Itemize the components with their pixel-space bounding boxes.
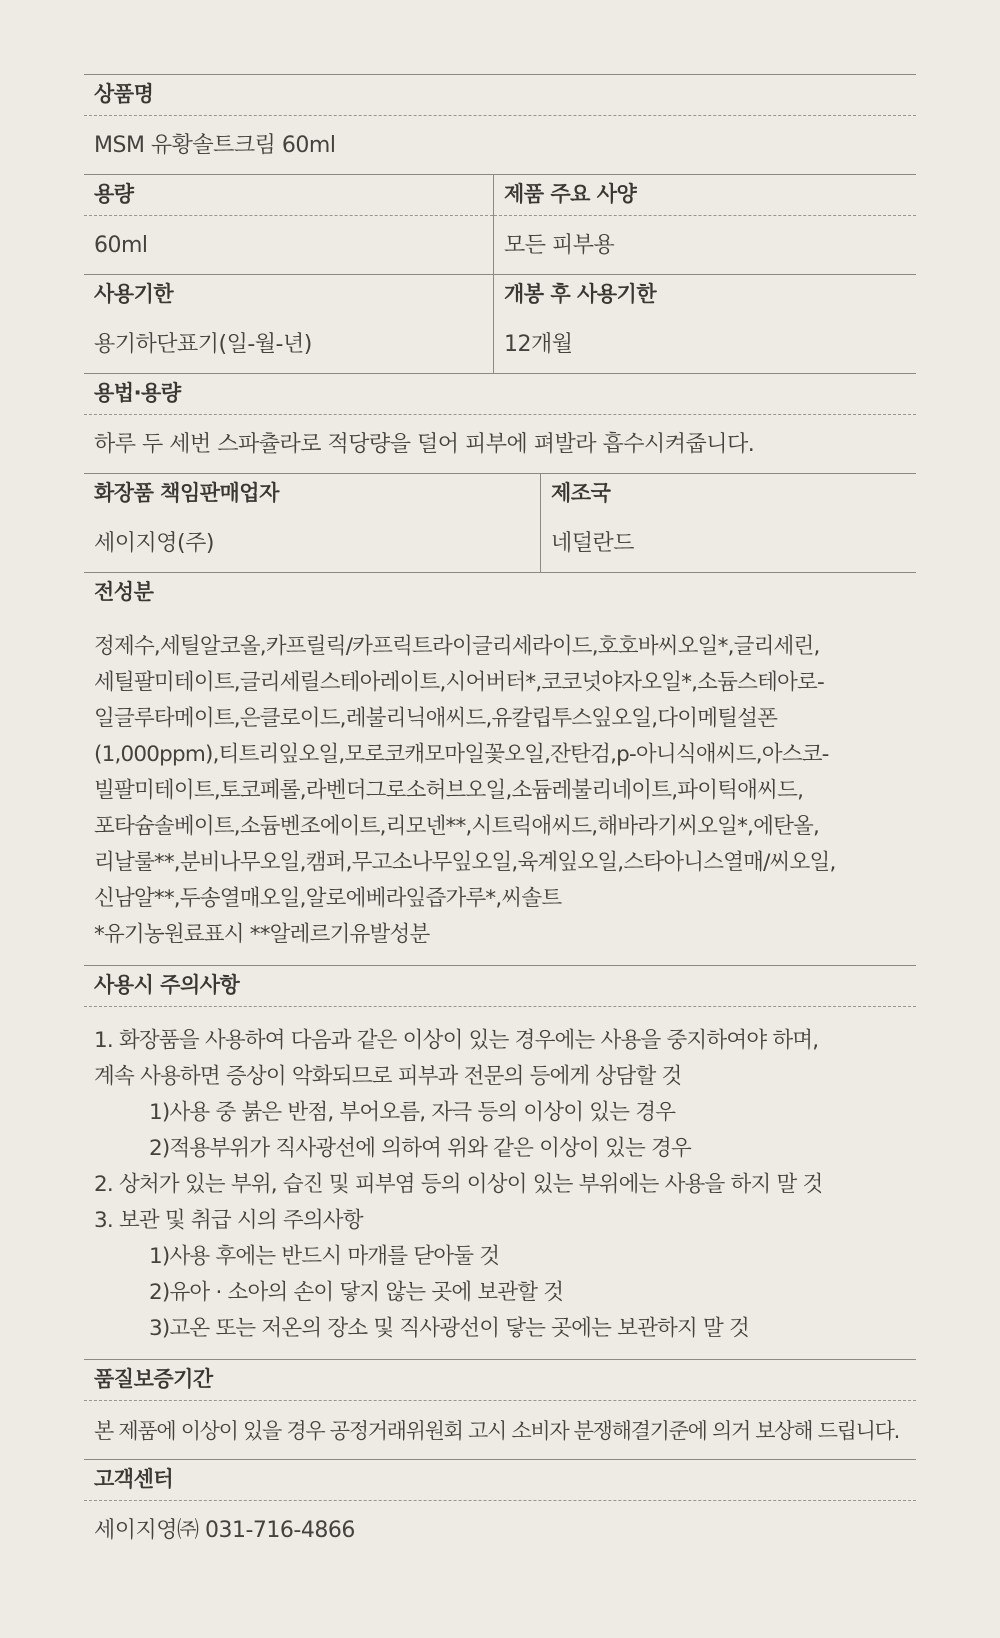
ingredient-line: 일글루타메이트,은클로이드,레불리닉애씨드,유칼립투스잎오일,다이메틸설폰 (94, 706, 778, 731)
warranty-label: 품질보증기간 (84, 1360, 916, 1401)
country-label: 제조국 (551, 481, 611, 505)
product-name-row (84, 74, 916, 174)
product-name-cell (84, 75, 916, 174)
caution-line: 3. 보관 및 취급 시의 주의사항 (94, 1208, 363, 1233)
ingredient-line: 정제수,세틸알코올,카프릴릭/카프릭트라이글리세라이드,호호바씨오일*,글리세린, (94, 634, 820, 659)
caution-cell (84, 966, 916, 1359)
seller-value: 세이지영(주) (94, 531, 214, 556)
after-open-value: 12개월 (504, 332, 573, 357)
ingredient-line: 리날룰**,분비나무오일,캠퍼,무고소나무잎오일,육계잎오일,스타아니스열매/씨오일, (94, 850, 836, 875)
customer-value: 세이지영㈜ 031-716-4866 (94, 1518, 355, 1543)
expiry-row (84, 274, 916, 373)
seller-cell (84, 474, 540, 572)
caution-line: 2)유아 · 소아의 손이 닿지 않는 곳에 보관할 것 (149, 1280, 564, 1305)
usage-cell (84, 374, 916, 473)
ingredient-line: 신남알**,두송열매오일,알로에베라잎즙가루*,씨솔트 (94, 886, 562, 911)
ingredient-line: 세틸팔미테이트,글리세릴스테아레이트,시어버터*,코코넛야자오일*,소듐스테아로- (94, 670, 824, 695)
customer-row (84, 1459, 916, 1559)
customer-label: 고객센터 (84, 1460, 916, 1501)
main-spec-cell (493, 175, 916, 274)
caution-line: 1. 화장품을 사용하여 다음과 같은 이상이 있는 경우에는 사용을 중지하여야 하며, (94, 1028, 819, 1053)
country-cell (540, 474, 916, 572)
warranty-cell (84, 1360, 916, 1459)
caution-line: 계속 사용하면 증상이 악화되므로 피부과 전문의 등에게 상담할 것 (94, 1064, 682, 1089)
main-spec-value: 모든 피부용 (504, 233, 615, 258)
customer-cell (84, 1460, 916, 1559)
caution-row (84, 965, 916, 1359)
warranty-row (84, 1359, 916, 1459)
capacity-label: 용량 (84, 175, 493, 216)
caution-label: 사용시 주의사항 (84, 966, 916, 1007)
product-name-value: MSM 유황솔트크림 60ml (94, 133, 336, 158)
ingredient-line: *유기농원료표시 **알레르기유발성분 (94, 922, 430, 947)
product-name-label: 상품명 (84, 75, 916, 116)
caution-list (84, 1007, 916, 1359)
ingredients-label: 전성분 (94, 580, 154, 604)
capacity-value: 60ml (94, 233, 148, 258)
warranty-value: 본 제품에 이상이 있을 경우 공정거래위원회 고시 소비자 분쟁해결기준에 의거 보상해 드립니다. (94, 1419, 899, 1443)
capacity-spec-row (84, 174, 916, 274)
main-spec-label: 제품 주요 사양 (494, 175, 916, 216)
caution-line: 1)사용 후에는 반드시 마개를 닫아둘 것 (149, 1244, 500, 1269)
usage-label: 용법·용량 (84, 374, 916, 415)
caution-line: 1)사용 중 붉은 반점, 부어오름, 자극 등의 이상이 있는 경우 (149, 1100, 676, 1125)
usage-value: 하루 두 세번 스파츌라로 적당량을 덜어 피부에 펴발라 흡수시켜줍니다. (94, 432, 755, 457)
caution-line: 3)고온 또는 저온의 장소 및 직사광선이 닿는 곳에는 보관하지 말 것 (149, 1316, 750, 1341)
ingredient-line: (1,000ppm),티트리잎오일,모로코캐모마일꽃오일,잔탄검,p-아니식애씨드,아스코- (94, 742, 829, 767)
ingredients-row (84, 572, 916, 965)
expiry-label: 사용기한 (94, 282, 174, 306)
caution-line: 2. 상처가 있는 부위, 습진 및 피부염 등의 이상이 있는 부위에는 사용을 하지 말 것 (94, 1172, 823, 1197)
after-open-label: 개봉 후 사용기한 (504, 282, 657, 306)
product-info-table (84, 74, 916, 1559)
ingredient-line: 포타슘솔베이트,소듐벤조에이트,리모넨**,시트릭애씨드,해바라기씨오일*,에탄올, (94, 814, 820, 839)
country-value: 네덜란드 (551, 531, 635, 556)
expiry-cell (84, 275, 493, 373)
ingredients-list (84, 613, 916, 965)
caution-line: 2)적용부위가 직사광선에 의하여 위와 같은 이상이 있는 경우 (149, 1136, 691, 1161)
after-open-cell (493, 275, 916, 373)
seller-label: 화장품 책임판매업자 (94, 481, 279, 505)
capacity-cell (84, 175, 493, 274)
seller-country-row (84, 473, 916, 572)
ingredient-line: 빌팔미테이트,토코페롤,라벤더그로소허브오일,소듐레불리네이트,파이틱애씨드, (94, 778, 804, 803)
ingredients-cell (84, 573, 916, 965)
expiry-value: 용기하단표기(일-월-년) (94, 332, 312, 357)
usage-row (84, 373, 916, 473)
